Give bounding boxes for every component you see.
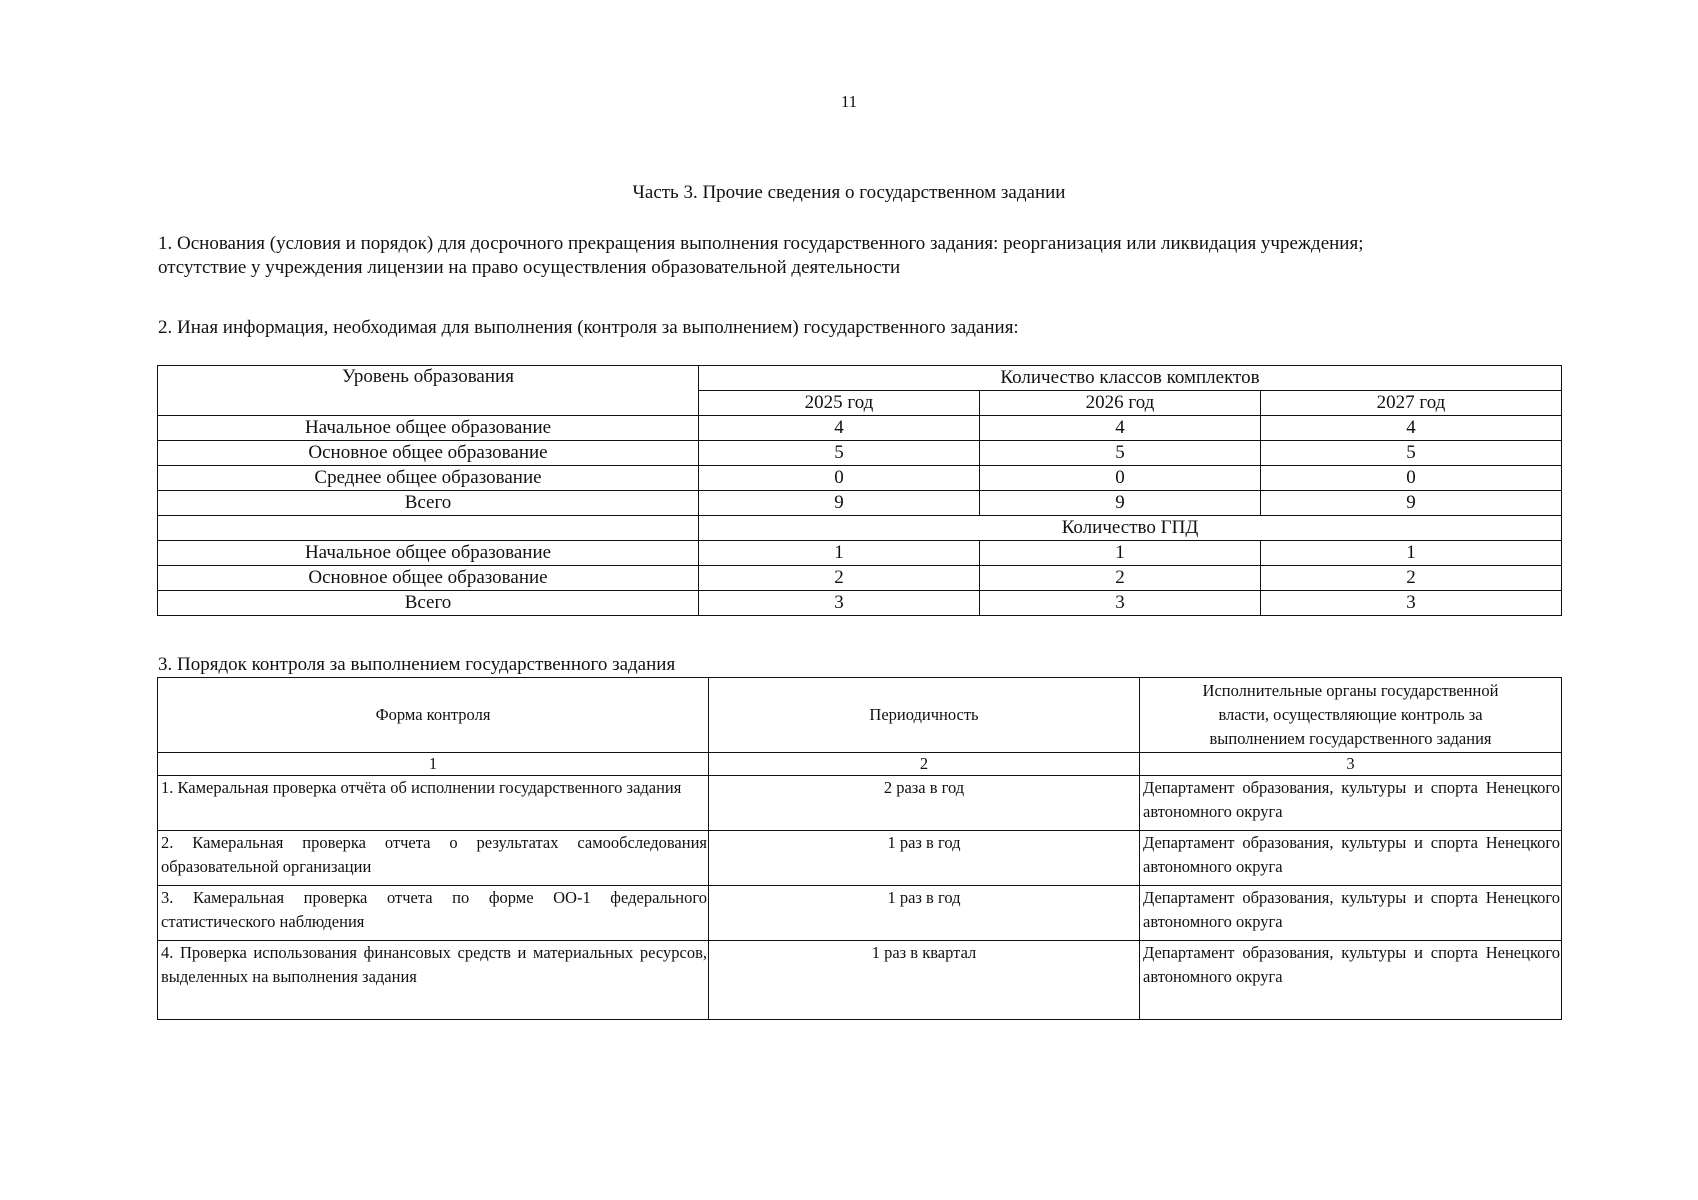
cell-value: 4 — [1261, 416, 1562, 441]
control-order-table — [157, 677, 1562, 1020]
header-gpd-group: Количество ГПД — [699, 516, 1562, 541]
authority: Департамент образования, культуры и спорта Ненецкого автономного округа — [1140, 941, 1562, 1020]
cell-value: 9 — [699, 491, 980, 516]
section3-title: 3. Порядок контроля за выполнением государственного задания — [158, 654, 676, 675]
cell-value: 1 — [699, 541, 980, 566]
section1-line1: 1. Основания (условия и порядок) для досрочного прекращения выполнения государственного задания: реорганизация или ликвидация учреждения; — [158, 233, 1364, 254]
header-classes-group: Количество классов комплектов — [699, 366, 1562, 391]
row-level: Начальное общее образование — [158, 416, 699, 441]
cell-value: 0 — [980, 466, 1261, 491]
header-level: Уровень образования — [158, 366, 699, 416]
table-row — [158, 591, 1562, 616]
section2-title: 2. Иная информация, необходимая для выполнения (контроля за выполнением) государственного задания: — [158, 317, 1019, 338]
cell-value: 9 — [980, 491, 1261, 516]
cell-value: 0 — [699, 466, 980, 491]
cell-value: 4 — [699, 416, 980, 441]
control-form: 4. Проверка использования финансовых средств и материальных ресурсов, выделенных на выполнения задания — [158, 941, 709, 1020]
cell-value: 3 — [980, 591, 1261, 616]
class-count-table — [157, 365, 1562, 616]
cell-value: 5 — [699, 441, 980, 466]
table-row — [158, 566, 1562, 591]
header-periodicity: Периодичность — [709, 678, 1140, 753]
cell-value: 1 — [1261, 541, 1562, 566]
header-authority: Исполнительные органы государственной власти, осуществляющие контроль за выполнением государственного задания — [1140, 678, 1562, 753]
periodicity: 1 раз в квартал — [709, 941, 1140, 1020]
column-number: 3 — [1140, 753, 1562, 776]
control-form: 1. Камеральная проверка отчёта об исполнении государственного задания — [158, 776, 709, 831]
cell-value: 2 — [699, 566, 980, 591]
header-year: 2026 год — [980, 391, 1261, 416]
row-level: Всего — [158, 591, 699, 616]
table-row — [158, 416, 1562, 441]
cell-value: 2 — [1261, 566, 1562, 591]
empty-cell — [158, 516, 699, 541]
cell-value: 5 — [1261, 441, 1562, 466]
row-level: Начальное общее образование — [158, 541, 699, 566]
table-row — [158, 541, 1562, 566]
cell-value: 3 — [699, 591, 980, 616]
section1-paragraph — [158, 232, 1558, 280]
periodicity: 1 раз в год — [709, 831, 1140, 886]
authority: Департамент образования, культуры и спорта Ненецкого автономного округа — [1140, 886, 1562, 941]
cell-value: 0 — [1261, 466, 1562, 491]
periodicity: 1 раз в год — [709, 886, 1140, 941]
cell-value: 2 — [980, 566, 1261, 591]
row-level: Всего — [158, 491, 699, 516]
table-row — [158, 941, 1562, 1020]
header-year: 2027 год — [1261, 391, 1562, 416]
part-title: Часть 3. Прочие сведения о государственном задании — [632, 182, 1066, 203]
header-year: 2025 год — [699, 391, 980, 416]
column-number: 1 — [158, 753, 709, 776]
table-row — [158, 491, 1562, 516]
table-row — [158, 441, 1562, 466]
cell-value: 9 — [1261, 491, 1562, 516]
row-level: Основное общее образование — [158, 566, 699, 591]
section1-line2: отсутствие у учреждения лицензии на право осуществления образовательной деятельности — [158, 257, 901, 278]
header-control-form: Форма контроля — [158, 678, 709, 753]
cell-value: 3 — [1261, 591, 1562, 616]
authority: Департамент образования, культуры и спорта Ненецкого автономного округа — [1140, 776, 1562, 831]
periodicity: 2 раза в год — [709, 776, 1140, 831]
cell-value: 1 — [980, 541, 1261, 566]
authority: Департамент образования, культуры и спорта Ненецкого автономного округа — [1140, 831, 1562, 886]
page-number: 11 — [840, 92, 858, 111]
control-form: 3. Камеральная проверка отчета по форме ОО-1 федерального статистического наблюдения — [158, 886, 709, 941]
table-row — [158, 776, 1562, 831]
row-level: Основное общее образование — [158, 441, 699, 466]
cell-value: 4 — [980, 416, 1261, 441]
table-row — [158, 886, 1562, 941]
column-number: 2 — [709, 753, 1140, 776]
control-form: 2. Камеральная проверка отчета о результатах самообследования образовательной организации — [158, 831, 709, 886]
row-level: Среднее общее образование — [158, 466, 699, 491]
cell-value: 5 — [980, 441, 1261, 466]
table-row — [158, 831, 1562, 886]
table-row — [158, 466, 1562, 491]
